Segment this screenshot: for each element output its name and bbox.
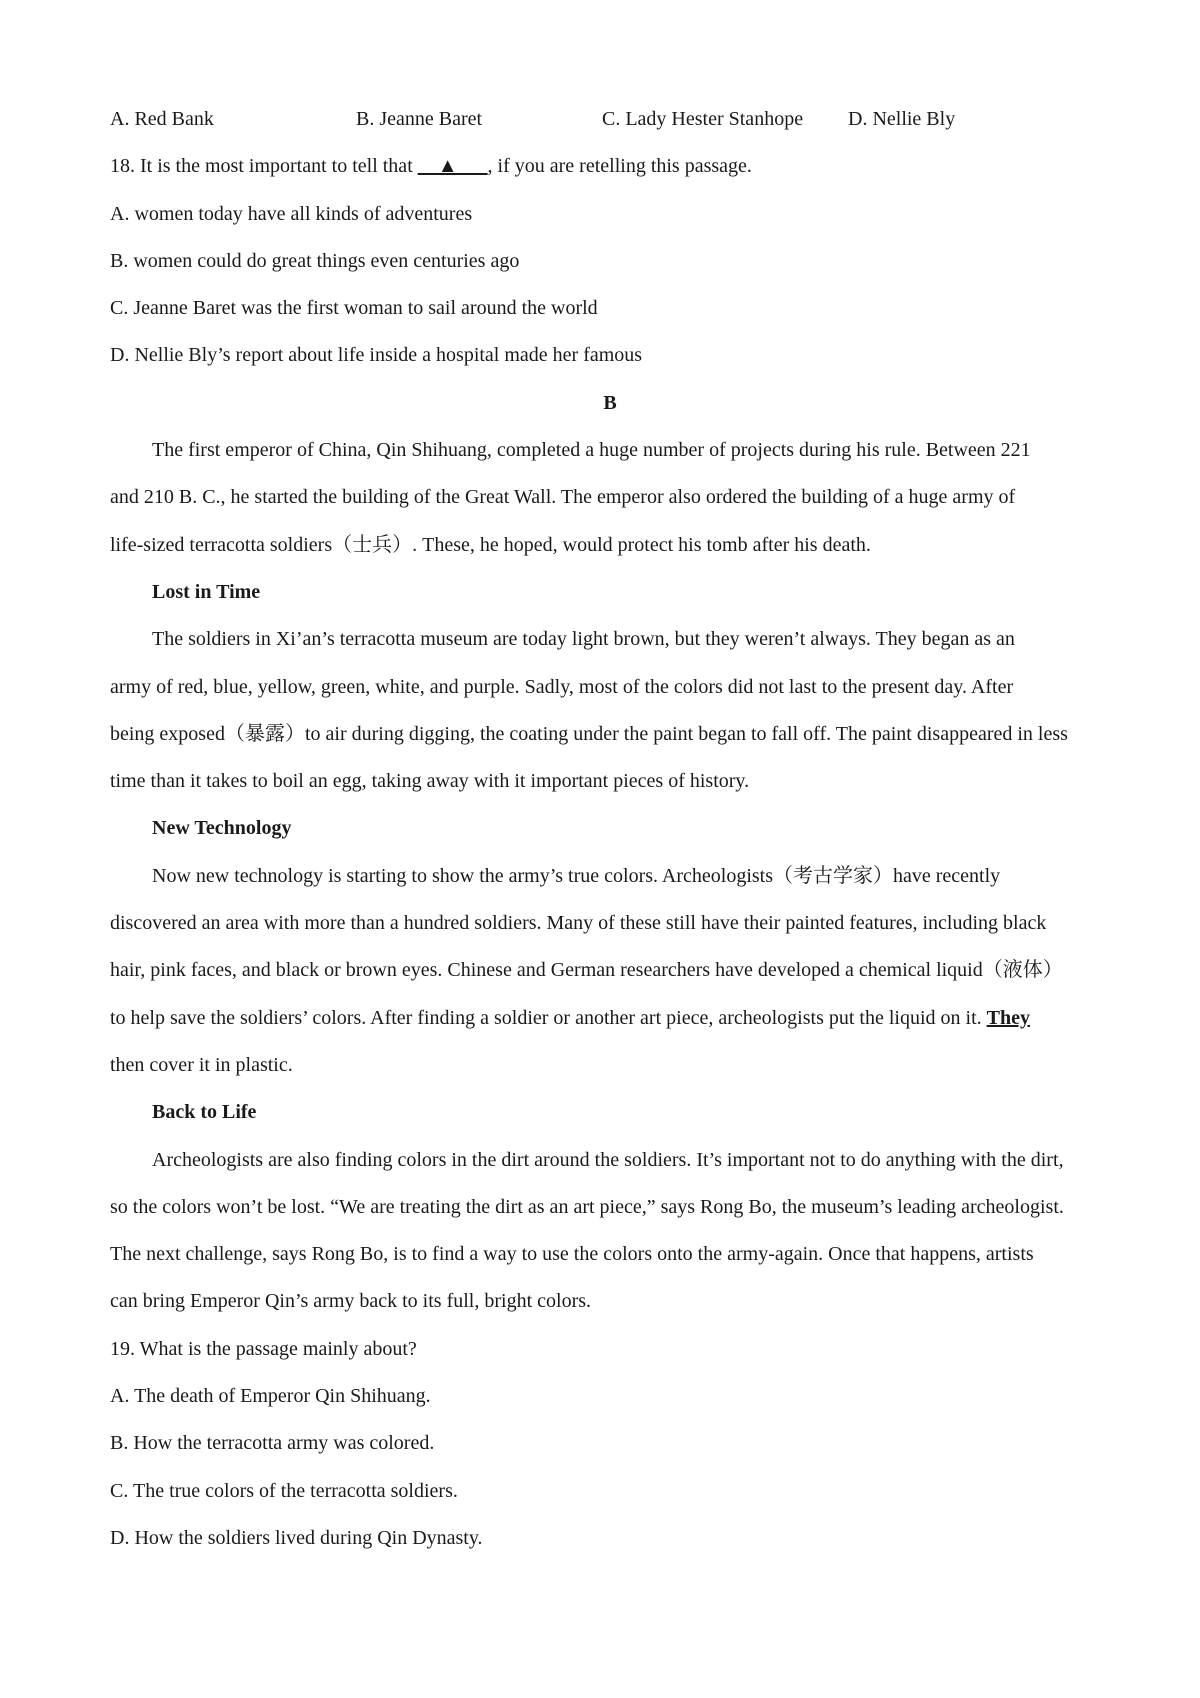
q17-options-row bbox=[110, 96, 1110, 143]
lost-in-time-line-2: army of red, blue, yellow, green, white, and purple. Sadly, most of the colors did not last to the present day. After bbox=[110, 675, 1014, 698]
back-to-life-line-3: The next challenge, says Rong Bo, is to find a way to use the colors onto the army-again. Once that happens, artists bbox=[110, 1243, 1034, 1266]
intro-line-3: life-sized terracotta soldiers（士兵）. These, he hoped, would protect his tomb after his death. bbox=[110, 533, 871, 556]
heading-back-to-life: Back to Life bbox=[152, 1101, 257, 1124]
exam-page bbox=[110, 96, 1110, 1562]
intro-line-1: The first emperor of China, Qin Shihuang, completed a huge number of projects during his rule. Between 221 bbox=[152, 439, 1031, 462]
back-to-life-line-4: can bring Emperor Qin’s army back to its full, bright colors. bbox=[110, 1290, 592, 1313]
q18-option-d: D. Nellie Bly’s report about life inside a hospital made her famous bbox=[110, 344, 643, 367]
new-technology-line-2: discovered an area with more than a hundred soldiers. Many of these still have their painted features, including black bbox=[110, 912, 1047, 935]
lost-in-time-line-4: time than it takes to boil an egg, taking away with it important pieces of history. bbox=[110, 770, 750, 793]
lost-in-time-line-3: being exposed（暴露）to air during digging, the coating under the paint began to fall off. The paint disappeared in less bbox=[110, 722, 1068, 745]
new-technology-line-4-text: to help save the soldiers’ colors. After finding a soldier or another art piece, archeologists put the liquid on it. bbox=[110, 1006, 987, 1029]
q18-stem bbox=[110, 143, 1110, 190]
q17-option-d: D. Nellie Bly bbox=[848, 108, 956, 130]
underlined-word-they: They bbox=[986, 1006, 1030, 1029]
q18-option-b: B. women could do great things even centuries ago bbox=[110, 249, 520, 272]
heading-new-technology: New Technology bbox=[152, 817, 292, 840]
heading-lost-in-time: Lost in Time bbox=[152, 580, 261, 603]
q18-option-a: A. women today have all kinds of adventures bbox=[110, 202, 473, 225]
lost-in-time-line-1: The soldiers in Xi’an’s terracotta museum are today light brown, but they weren’t always. They began as an bbox=[152, 628, 1015, 651]
new-technology-line-5: then cover it in plastic. bbox=[110, 1053, 293, 1076]
q17-option-b: B. Jeanne Baret bbox=[356, 108, 483, 130]
new-technology-line-1: Now new technology is starting to show the army’s true colors. Archeologists（考古学家）have recently bbox=[152, 864, 1001, 887]
q17-option-c: C. Lady Hester Stanhope bbox=[602, 108, 804, 130]
q18-stem-before: 18. It is the most important to tell that bbox=[110, 155, 418, 178]
back-to-life-line-1: Archeologists are also finding colors in the dirt around the soldiers. It’s important not to do anything with the dirt, bbox=[152, 1148, 1064, 1171]
intro-line-2: and 210 B. C., he started the building of the Great Wall. The emperor also ordered the building of a huge army of bbox=[110, 486, 1016, 509]
back-to-life-line-2: so the colors won’t be lost. “We are treating the dirt as an art piece,” says Rong Bo, the museum’s leading archeologist. bbox=[110, 1195, 1064, 1218]
q19-option-d: D. How the soldiers lived during Qin Dynasty. bbox=[110, 1526, 483, 1549]
section-title: B bbox=[603, 391, 617, 414]
q19-option-b: B. How the terracotta army was colored. bbox=[110, 1432, 435, 1455]
q19-option-a: A. The death of Emperor Qin Shihuang. bbox=[110, 1385, 431, 1408]
q17-option-a: A. Red Bank bbox=[110, 108, 214, 130]
new-technology-line-4 bbox=[110, 995, 1110, 1042]
q18-option-c: C. Jeanne Baret was the first woman to sail around the world bbox=[110, 297, 598, 320]
q18-stem-after: , if you are retelling this passage. bbox=[487, 155, 752, 178]
q19-stem: 19. What is the passage mainly about? bbox=[110, 1337, 417, 1360]
q19-option-c: C. The true colors of the terracotta soldiers. bbox=[110, 1479, 458, 1502]
new-technology-line-3: hair, pink faces, and black or brown eyes. Chinese and German researchers have developed a chemical liquid（液体） bbox=[110, 959, 1063, 982]
q18-blank: __▲___ bbox=[417, 155, 488, 178]
